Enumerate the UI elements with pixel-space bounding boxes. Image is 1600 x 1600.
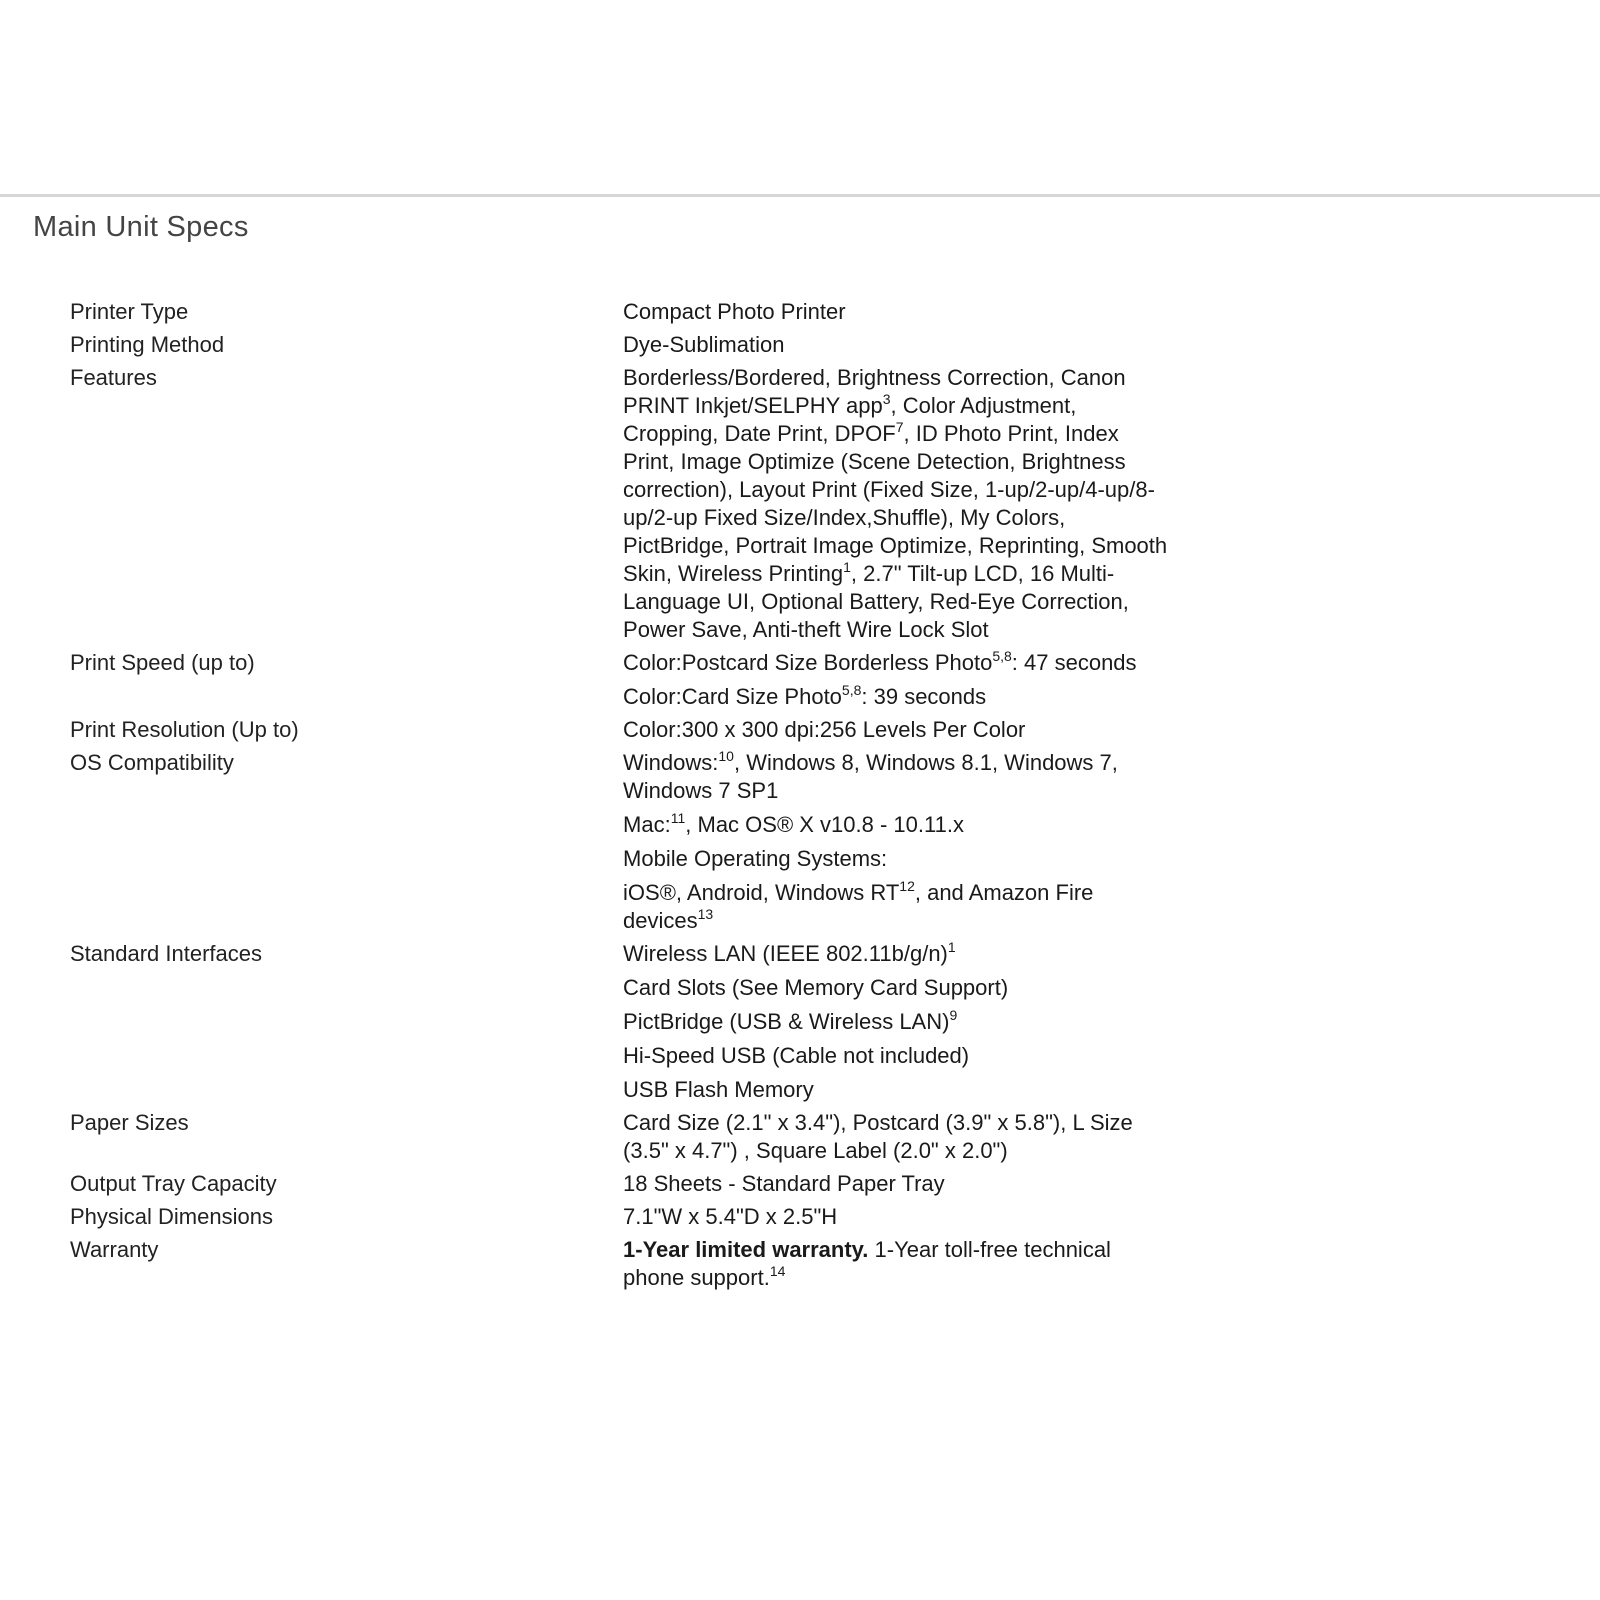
spec-label: Printer Type bbox=[70, 299, 189, 324]
spec-value bbox=[623, 364, 1170, 649]
footnote-ref: 10 bbox=[718, 748, 734, 764]
spec-value-line bbox=[623, 1076, 1170, 1104]
spec-value-line bbox=[623, 811, 1170, 839]
footnote-ref: 11 bbox=[670, 810, 686, 826]
footnote-ref: 5,8 bbox=[992, 648, 1012, 664]
value-text: USB Flash Memory bbox=[623, 1077, 814, 1102]
spec-value-line bbox=[623, 940, 1170, 968]
value-text: PictBridge (USB & Wireless LAN) bbox=[623, 1009, 950, 1034]
value-text: iOS®, Android, Windows RT bbox=[623, 880, 900, 905]
value-text: Borderless/Bordered, Brightness Correction, Canon PRINT Inkjet/SELPHY app bbox=[623, 365, 1126, 418]
value-text: Color:Postcard Size Borderless Photo bbox=[623, 650, 993, 675]
footnote-ref: 3 bbox=[882, 391, 891, 407]
value-text: Compact Photo Printer bbox=[623, 299, 846, 324]
spec-value-line bbox=[623, 1170, 1170, 1198]
spec-value-line bbox=[623, 1008, 1170, 1036]
spec-value-line bbox=[623, 683, 1170, 711]
spec-label: Print Resolution (Up to) bbox=[70, 717, 299, 742]
spec-row bbox=[70, 1170, 1170, 1203]
spec-row bbox=[70, 940, 1170, 1109]
value-text: Mac: bbox=[623, 812, 671, 837]
value-text: 18 Sheets - Standard Paper Tray bbox=[623, 1171, 945, 1196]
value-text: , Windows 8, Windows 8.1, Windows 7, Windows 7 SP1 bbox=[623, 750, 1118, 803]
value-text: Wireless LAN (IEEE 802.11b/g/n) bbox=[623, 941, 948, 966]
spec-value bbox=[623, 940, 1170, 1109]
spec-row bbox=[70, 364, 1170, 649]
spec-label: Warranty bbox=[70, 1237, 159, 1262]
footnote-ref: 7 bbox=[895, 419, 904, 435]
spec-label: OS Compatibility bbox=[70, 750, 234, 775]
top-divider bbox=[0, 194, 1600, 197]
value-text: Dye-Sublimation bbox=[623, 332, 785, 357]
value-text: Card Size (2.1" x 3.4"), Postcard (3.9" x 5.8"), L Size (3.5" x 4.7") , Square Label (2.0" x 2.0") bbox=[623, 1110, 1133, 1163]
spec-label: Print Speed (up to) bbox=[70, 650, 255, 675]
value-text: , 2.7" Tilt-up LCD, 16 Multi-Language UI, Optional Battery, Red-Eye Correction, Power Save, Anti-theft Wire Lock Slot bbox=[623, 561, 1129, 642]
spec-row bbox=[70, 1203, 1170, 1236]
spec-row bbox=[70, 1109, 1170, 1170]
spec-value bbox=[623, 716, 1170, 749]
value-text: Card Slots (See Memory Card Support) bbox=[623, 975, 1009, 1000]
spec-value bbox=[623, 331, 1170, 364]
spec-value-line bbox=[623, 298, 1170, 326]
spec-row bbox=[70, 331, 1170, 364]
spec-value bbox=[623, 1203, 1170, 1236]
value-text: Color:Card Size Photo bbox=[623, 684, 842, 709]
spec-label: Features bbox=[70, 365, 157, 390]
value-text: Hi-Speed USB (Cable not included) bbox=[623, 1043, 970, 1068]
spec-value bbox=[623, 1109, 1170, 1170]
specs-table bbox=[70, 298, 1170, 1297]
spec-value bbox=[623, 1170, 1170, 1203]
spec-value-line bbox=[623, 364, 1170, 644]
spec-value-line bbox=[623, 1236, 1170, 1292]
spec-row bbox=[70, 649, 1170, 716]
spec-row bbox=[70, 749, 1170, 940]
spec-row bbox=[70, 1236, 1170, 1297]
spec-value-line bbox=[623, 1203, 1170, 1231]
spec-value bbox=[623, 749, 1170, 940]
footnote-ref: 1 bbox=[947, 939, 956, 955]
footnote-ref: 5,8 bbox=[841, 682, 862, 698]
spec-label: Standard Interfaces bbox=[70, 941, 263, 966]
value-text: , Color Adjustment, Cropping, Date Print, DPOF bbox=[623, 393, 1077, 446]
value-text: : 47 seconds bbox=[1011, 650, 1137, 675]
value-text: : 39 seconds bbox=[861, 684, 987, 709]
bold-text: 1-Year limited warranty. bbox=[623, 1237, 869, 1262]
spec-label: Output Tray Capacity bbox=[70, 1171, 277, 1196]
footnote-ref: 1 bbox=[843, 559, 851, 575]
spec-value-line bbox=[623, 331, 1170, 359]
section-title: Main Unit Specs bbox=[33, 211, 249, 243]
value-text: , and Amazon Fire devices bbox=[623, 880, 1094, 933]
spec-value bbox=[623, 649, 1170, 716]
spec-value-line bbox=[623, 649, 1170, 677]
spec-label: Physical Dimensions bbox=[70, 1204, 273, 1229]
spec-value-line bbox=[623, 879, 1170, 935]
footnote-ref: 9 bbox=[949, 1007, 958, 1023]
spec-value-line bbox=[623, 716, 1170, 744]
value-text: , ID Photo Print, Index Print, Image Optimize (Scene Detection, Brightness correction), Layout Print (Fixed Size, 1-up/2-up/4-up/8-up/2-up Fixed Size/Index,Shuffle), My Colors, PictBridge, Portrait Image Optimize, Reprinting, Smooth Skin, Wireless Printing bbox=[623, 421, 1168, 586]
footnote-ref: 14 bbox=[769, 1263, 786, 1279]
spec-row bbox=[70, 298, 1170, 331]
spec-label: Printing Method bbox=[70, 332, 225, 357]
spec-label: Paper Sizes bbox=[70, 1110, 189, 1135]
spec-value-line bbox=[623, 845, 1170, 873]
spec-value bbox=[623, 298, 1170, 331]
value-text: , Mac OS® X v10.8 - 10.11.x bbox=[685, 812, 964, 837]
value-text: Windows: bbox=[623, 750, 719, 775]
spec-value-line bbox=[623, 1109, 1170, 1165]
spec-value bbox=[623, 1236, 1170, 1297]
spec-value-line bbox=[623, 974, 1170, 1002]
value-text: 7.1"W x 5.4"D x 2.5"H bbox=[623, 1204, 838, 1229]
value-text: 1-Year toll-free technical phone support. bbox=[623, 1237, 1111, 1290]
value-text: Color:300 x 300 dpi:256 Levels Per Color bbox=[623, 717, 1026, 742]
spec-row bbox=[70, 716, 1170, 749]
value-text: Mobile Operating Systems: bbox=[623, 846, 888, 871]
footnote-ref: 12 bbox=[899, 878, 915, 894]
footnote-ref: 13 bbox=[697, 906, 714, 922]
spec-value-line bbox=[623, 749, 1170, 805]
spec-value-line bbox=[623, 1042, 1170, 1070]
